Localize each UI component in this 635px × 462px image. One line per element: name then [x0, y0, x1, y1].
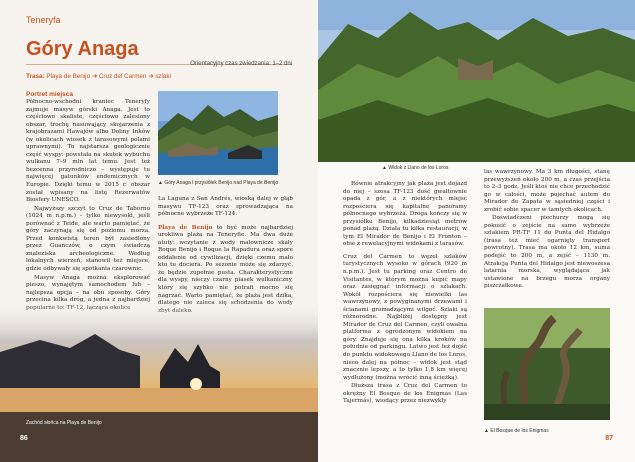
- paragraph: Masyw Anaga można eksplorować pieszo, wynajętym samochodem lub – najlepsza opcja – na obu sposoby. Góry: [26, 274, 150, 296]
- paragraph: Cruz del Carmen to węzeł szlaków turystycznych wysoko w górach (920 m n.p.m.). Jest tu parking oraz Centro de Visitantes, w którym można kupić mapy oraz zasięgnąć informacji o szlakach. Wokół rozpościera się niewielki las wawrzynowy, z powyginanymi drzewami i ścianami gromadzącymi wilgoć. Szlaki są różnorodne. Najbliżej dostępny jest Mirador de Cruz del Carmen, czyli owalna platforma z ogrodzonym widokiem na góry. Znajduje się ona kilka kroków na południe od parkingu. Latwo jest też dojść do punktu widokowego Llano de los Loros, nieco dalej na północ – widok jest stąd znacznie lepszy, a to tylko 1,8 km więcej wydłużony (można wrócić inną ścieżką).: [343, 253, 467, 381]
- photo-sunset: [0, 300, 318, 462]
- route-label: Trasa:: [26, 73, 45, 80]
- left-column-1: [26, 99, 150, 313]
- highlight-term: Playa de Benijo: [158, 224, 213, 231]
- caption-mountain: ▲ Widok z Llano de los Loros: [382, 165, 449, 171]
- route-line: [26, 73, 171, 80]
- photo-llano-de-los-loros: [318, 0, 635, 162]
- page-number-left: 86: [20, 435, 28, 442]
- paragraph: Równie atrakcyjny jak plaża jest dojazd do niej – szosa TF-123 dość gwałtownie opada z gór, a z niektórych miejsc rozpościera się kapitalne panoramy północnego wybrzeża. Droga kończy się w przysiółku Benijo, kilkadziesiąt metrów ponad plażą. Działa tu kilka restauracji, w tym El Mirador de Benijo i El Fronton – obie z rewelacyjnymi widokami z tarasów.: [343, 181, 467, 248]
- page-title: Góry Anaga: [26, 38, 139, 60]
- right-column-1: [343, 181, 467, 407]
- paragraph: Dłuższa trasa z Cruz del Carmen to okrężny El Bosque de los Enigmas (Las Tajermás), wiodący przez niezwykły: [343, 383, 467, 405]
- section-tag: Teneryfa: [26, 15, 61, 25]
- caption-small-photo: ▲ Góry Anaga i przysiółek Benijo nad Playa de Benijo: [158, 180, 279, 186]
- paragraph: Północno-wschodni kraniec Teneryfy zajmuje masyw górski Anaga. Jest to częściowo skaliste, częściowo zalesiony obszar, trochę nasuwający skojarzenia z krajobrazami Hawajów albo Doliny Inków (w okolicach wiosek z tarasowymi polami uprawnymi). To najstarsza geologicznie część wyspy: powstała na skutek wybuchu wulkanu 7–9 mln lat temu. Jest też bezcenna przyrodniczo – występuje tu najwięcej gatunków endemicznych w Europie. Dzięki temu w 2015 r. obszar został wpisany na listę Rezerwatów Biosfery UNESCO.: [26, 99, 150, 204]
- section-subheading: Portret miejsca: [26, 91, 73, 98]
- forest-illustration: [484, 308, 610, 420]
- mountain-illustration: [318, 0, 635, 162]
- photo-anaga-benijo: [158, 91, 278, 175]
- paragraph: La Laguna z San Andrés, wioską dalej w głąb masywu TF-123 oraz sprowadzająca na północne wybrzeże TF-124.: [158, 196, 293, 218]
- paragraph: las wawrzynowy. Ma 3 km długości, stanę przewyższeń około 200 m, a czas przejścia to 2–3 godz. Jeśli ktoś nie chce przechodzić go w całości, może pojechać autem do Mirador de Zapata w sąsiedniej części i zrobić sobie spacer w tamtych okolicach.: [484, 169, 610, 213]
- caption-forest: ▲ El Bosque de los Enigmas: [484, 428, 549, 434]
- caption-text: Widok z Llano de los Loros: [388, 165, 449, 171]
- sunset-illustration: [0, 300, 318, 462]
- caption-text: El Bosque de los Enigmas: [490, 428, 549, 434]
- paragraph-text: to być może najbardziej urokliwa plaża na Teneryfie. Ma dwa duże atuty: wczytanie z wody malownicze skały Roque Benijo i Roque la Rapadura oraz spore oddalenie od cywilizacji, dzięki czemu mało kto tu dociera. Po sezonie może się zdarzyć, że będzie zupełnie pusta. Charakterystyczne dla wyspy, nieczy czarny piasek wulkaniczny, który się szybko nie potrafi mocno się nagrzać. Warto pamiętać, że plaża jest dzika,: [158, 224, 293, 299]
- right-page: [318, 0, 635, 462]
- paragraph: Doświadczeni piechurzy mogą się pokusić o zejście na samo wybrzeże szlakiem PR-TF 11 do Punta del Hidalgo (trasa też mieć ogarnięty transport powrotny). Trasa ma około 12 km, suma podejść to 200 m, a zejść – 1130 m. Atrakcją Punta del Hidalgo jest niewoszesa latarnia morska, wyglądająca jak ustawione na brzegu morza organy piszczałkowe.: [484, 215, 610, 290]
- page-number-right: 87: [605, 435, 613, 442]
- photo-anaga-illustration: [158, 91, 278, 175]
- left-column-2: [158, 196, 293, 316]
- route-text: Playa de Benijo ➔ Cruz del Carmen ➔ szlaki: [46, 73, 171, 80]
- caption-text: Góry Anaga i przysiółek Benijo nad Playa de Benijo: [164, 180, 279, 186]
- photo-bosque-enigmas: [484, 308, 610, 420]
- right-column-2: [484, 169, 610, 292]
- caption-sunset: Zachód słońca na Playa de Benijo: [26, 420, 102, 426]
- duration-note: Orientacyjny czas zwiedzania: 1–2 dni: [190, 61, 292, 67]
- paragraph: Najwyższy szczyt to Cruz de Taborno (1024 m n.p.m.) – tylko niewysoki, jeśli porównać z Teide, ale warto pamiętać, że góry zaczynają się od poziomu morza. Przed konkwistą teren był zasiedlony przez Guanczów, o czym świadczą znaleziska archeologiczne. Według lokalnych wierzeń, stanowił też miejsce, gdzie odbywały się spotkania czarownic.: [26, 205, 150, 273]
